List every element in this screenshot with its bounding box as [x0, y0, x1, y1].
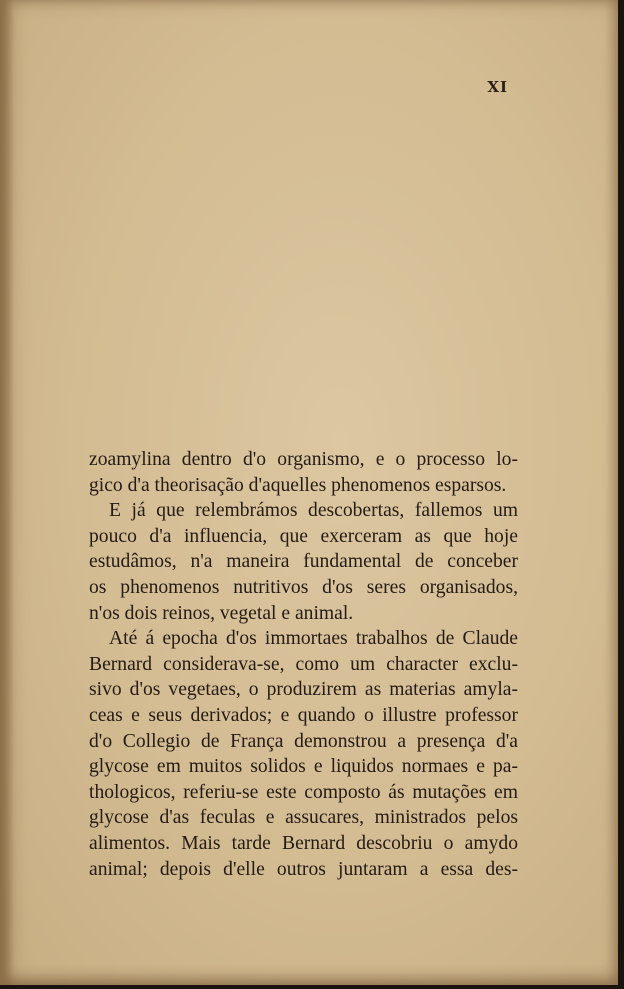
paragraph-2: [89, 498, 518, 626]
text-line: animal; depois d'elle outros juntaram a essa des-: [89, 858, 518, 880]
text-line: ceas e seus derivados; e quando o illustre professor: [89, 704, 518, 726]
text-line: pouco d'a influencia, que exerceram as que hoje: [89, 525, 518, 547]
text-line: n'os dois reinos, vegetal e animal.: [89, 602, 354, 624]
text-line: glycose em muitos solidos e liquidos normaes e pa-: [89, 756, 518, 778]
text-line: glycose d'as feculas e assucares, ministrados pelos: [89, 807, 518, 829]
body-text: [89, 447, 518, 882]
paragraph-1: [89, 447, 518, 498]
text-line: E já que relembrámos descobertas, fallemos um: [109, 500, 518, 522]
text-line: Bernard considerava-se, como um character exclu-: [89, 653, 518, 675]
text-line: estudâmos, n'a maneira fundamental de conceber: [89, 551, 518, 573]
text-line: alimentos. Mais tarde Bernard descobriu o amydo: [89, 832, 518, 854]
text-line: Até á epocha d'os immortaes trabalhos de Claude: [109, 628, 518, 650]
text-line: sivo d'os vegetaes, o produzirem as materias amyla-: [89, 679, 518, 701]
text-line: thologicos, referiu-se este composto ás mutações em: [89, 781, 518, 803]
text-line: os phenomenos nutritivos d'os seres organisados,: [89, 576, 518, 598]
text-line: d'o Collegio de França demonstrou a presença d'a: [89, 730, 518, 752]
paragraph-3: [89, 626, 518, 882]
text-line: zoamylina dentro d'o organismo, e o processo lo-: [89, 449, 518, 470]
page-number: XI: [487, 78, 508, 96]
text-line: gico d'a theorisação d'aquelles phenomenos esparsos.: [89, 474, 507, 496]
page-binding-shadow: [0, 0, 14, 985]
